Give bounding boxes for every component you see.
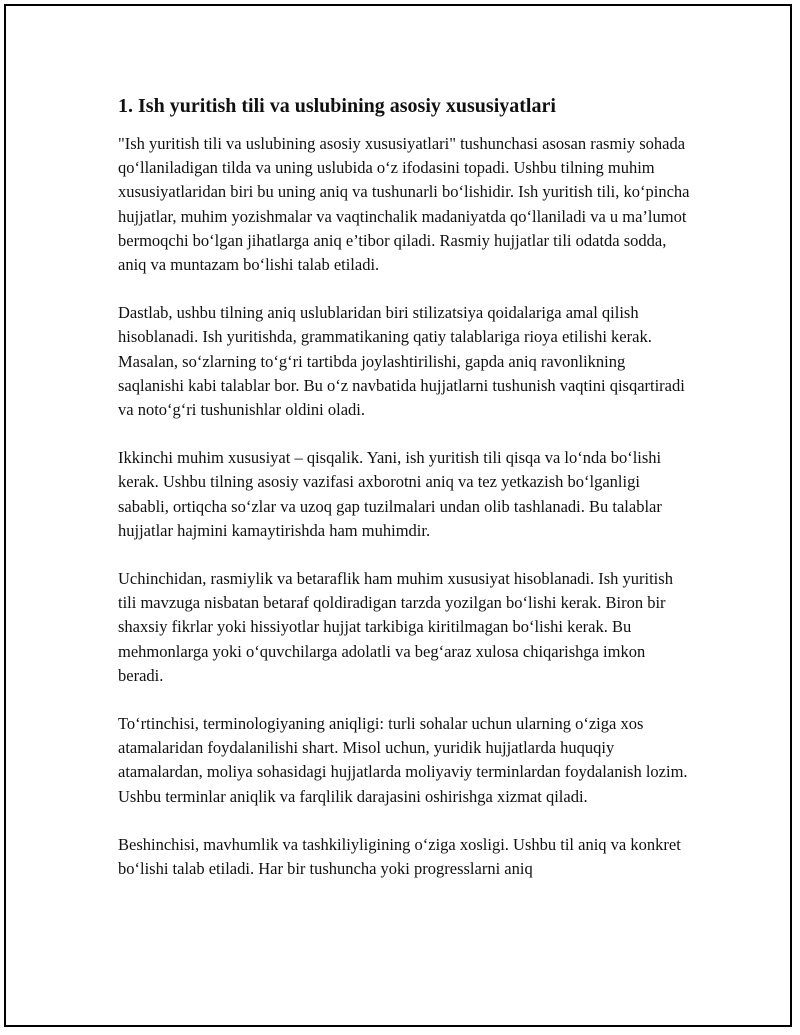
section-heading: 1. Ish yuritish tili va uslubining asosiy xususiyatlari (118, 95, 556, 117)
paragraph-brevity: Ikkinchi muhim xususiyat – qisqalik. Yani, ish yuritish tili qisqa va lo‘nda bo‘lishi kerak. Ushbu tilning asosiy vazifasi axborotni aniq va tez yetkazish bo‘lganligi sababli, ortiqcha so‘zlar va uzoq gap tuzilmalari undan olib tashlanadi. Bu talablar hujjatlar hajmini kamaytirishda ham muhimdir. (118, 448, 662, 540)
paragraph-intro: "Ish yuritish tili va uslubining asosiy xususiyatlari" tushunchasi asosan rasmiy sohada qo‘llaniladigan tilda va uning uslubida o‘z ifodasini topadi. Ushbu tilning muhim xususiyatlaridan biri bu uning aniq va tushunarli bo‘lishidir. Ish yuritish tili, ko‘pincha hujjatlar, muhim yozishmalar va vaqtinchalik madaniyatda qo‘llaniladi va u ma’lumot bermoqchi bo‘lgan jihatlarga aniq e’tibor qiladi. Rasmiy hujjatlar tili odatda sodda, aniq va muntazam bo‘lishi talab etiladi. (118, 134, 690, 275)
paragraph-stylization: Dastlab, ushbu tilning aniq uslublaridan biri stilizatsiya qoidalariga amal qilish hisoblanadi. Ish yuritishda, grammatikaning qatiy talablariga rioya etilishi kerak. Masalan, so‘zlarning to‘g‘ri tartibda joylashtirilishi, gapda aniq ravonlikning saqlanishi kabi talablar bor. Bu o‘z navbatida hujjatlarni tushunish vaqtini qisqartiradi va noto‘g‘ri tushunishlar oldini oladi. (118, 303, 685, 420)
document-body (118, 92, 690, 905)
paragraph-neutrality: Uchinchidan, rasmiylik va betaraflik ham muhim xususiyat hisoblanadi. Ish yuritish tili mavzuga nisbatan betaraf qoldiradigan tarzda yozilgan bo‘lishi kerak. Biron bir shaxsiy fikrlar yoki hissiyotlar hujjat tarkibiga kiritilmagan bo‘lishi kerak. Bu mehmonlarga yoki o‘quvchilarga adolatli va beg‘araz xulosa chiqarishga imkon beradi. (118, 569, 673, 685)
paragraph-terminology: To‘rtinchisi, terminologiyaning aniqligi: turli sohalar uchun ularning o‘ziga xos atamalaridan foydalanilishi shart. Misol uchun, yuridik hujjatlarda huquqiy atamalardan, moliya sohasidagi hujjatlarda moliyaviy terminlardan foydalanish lozim. Ushbu terminlar aniqlik va farqlilik darajasini oshirishga xizmat qiladi. (118, 714, 688, 806)
paragraph-abstraction: Beshinchisi, mavhumlik va tashkiliyligining o‘ziga xosligi. Ushbu til aniq va konkret bo‘lishi talab etiladi. Har bir tushuncha yoki progresslarni aniq (118, 834, 681, 879)
